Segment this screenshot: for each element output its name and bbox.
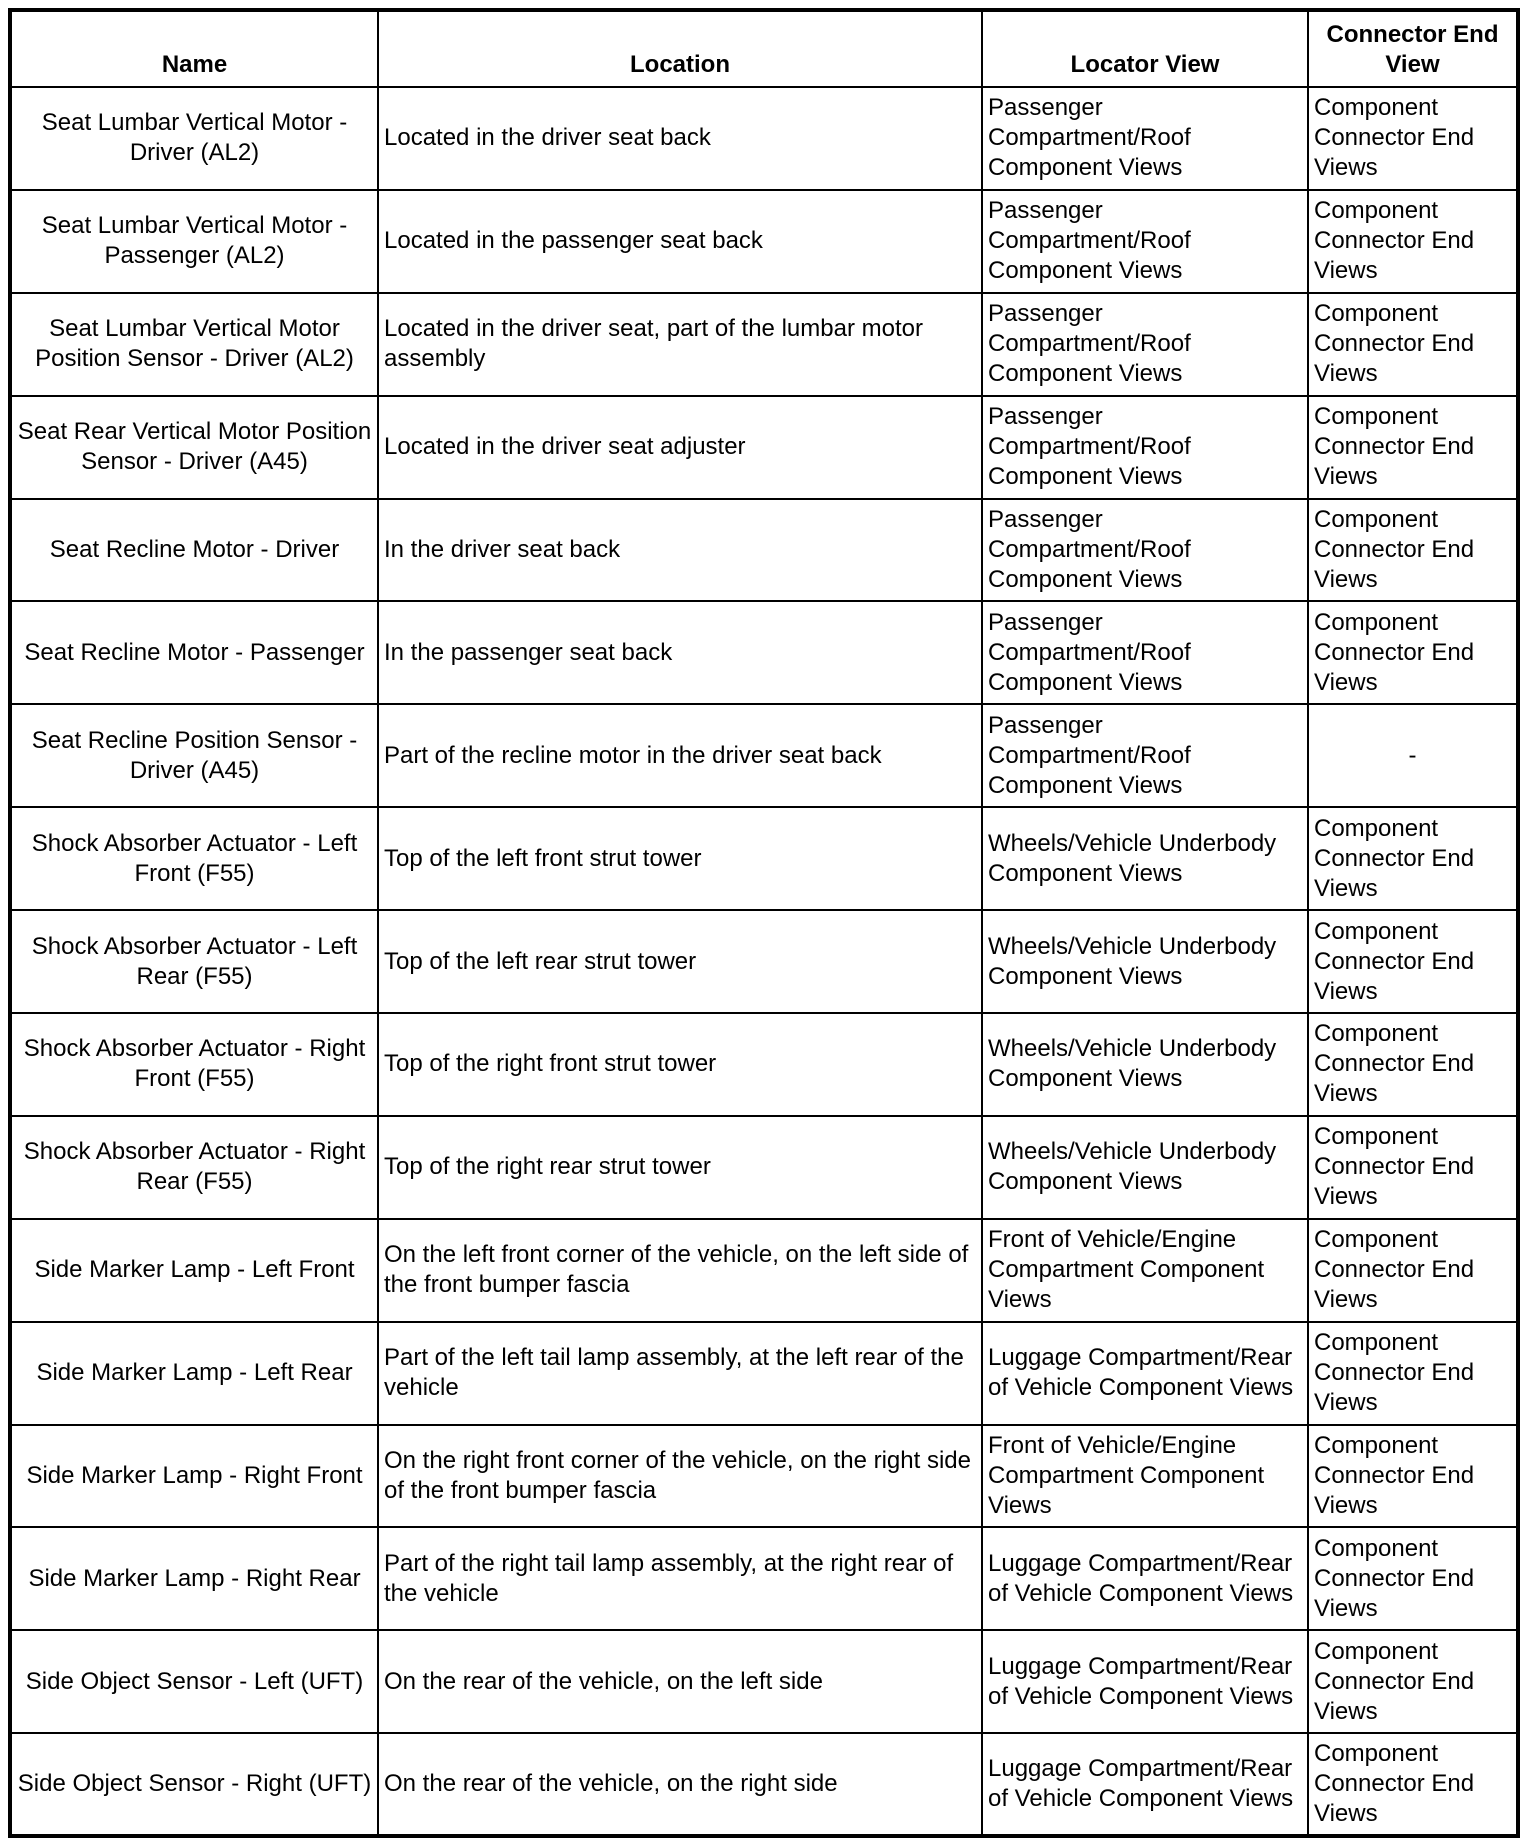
cell-locator-view: Wheels/Vehicle Underbody Component Views (982, 807, 1308, 910)
cell-name: Seat Lumbar Vertical Motor - Passenger (AL2) (10, 190, 378, 293)
cell-connector-end-view: Component Connector End Views (1308, 293, 1518, 396)
cell-locator-view: Passenger Compartment/Roof Component Views (982, 293, 1308, 396)
cell-name: Seat Recline Motor - Driver (10, 499, 378, 602)
cell-locator-view: Passenger Compartment/Roof Component Views (982, 499, 1308, 602)
cell-name: Side Marker Lamp - Left Rear (10, 1322, 378, 1425)
table-row (10, 807, 1518, 910)
table-row (10, 1630, 1518, 1733)
cell-connector-end-view: Component Connector End Views (1308, 1219, 1518, 1322)
cell-connector-end-view: Component Connector End Views (1308, 1425, 1518, 1528)
table-row (10, 1733, 1518, 1836)
table-row (10, 190, 1518, 293)
table-row (10, 1219, 1518, 1322)
cell-connector-end-view: Component Connector End Views (1308, 1630, 1518, 1733)
cell-location: On the right front corner of the vehicle, on the right side of the front bumper fascia (378, 1425, 982, 1528)
cell-locator-view: Passenger Compartment/Roof Component Views (982, 396, 1308, 499)
table-row (10, 396, 1518, 499)
cell-locator-view: Wheels/Vehicle Underbody Component Views (982, 910, 1308, 1013)
cell-name: Seat Lumbar Vertical Motor Position Sensor - Driver (AL2) (10, 293, 378, 396)
table-row (10, 1322, 1518, 1425)
table-row (10, 499, 1518, 602)
cell-connector-end-view: Component Connector End Views (1308, 601, 1518, 704)
table-body (10, 87, 1518, 1836)
cell-locator-view: Front of Vehicle/Engine Compartment Component Views (982, 1425, 1308, 1528)
cell-location: Part of the left tail lamp assembly, at the left rear of the vehicle (378, 1322, 982, 1425)
cell-name: Side Object Sensor - Right (UFT) (10, 1733, 378, 1836)
cell-name: Seat Lumbar Vertical Motor - Driver (AL2) (10, 87, 378, 190)
component-locator-table (8, 8, 1520, 1838)
cell-location: Located in the passenger seat back (378, 190, 982, 293)
cell-location: Part of the right tail lamp assembly, at the right rear of the vehicle (378, 1527, 982, 1630)
cell-locator-view: Luggage Compartment/Rear of Vehicle Component Views (982, 1322, 1308, 1425)
cell-connector-end-view: Component Connector End Views (1308, 190, 1518, 293)
cell-connector-end-view: Component Connector End Views (1308, 499, 1518, 602)
cell-name: Side Marker Lamp - Right Front (10, 1425, 378, 1528)
cell-connector-end-view: Component Connector End Views (1308, 87, 1518, 190)
cell-name: Shock Absorber Actuator - Right Front (F55) (10, 1013, 378, 1116)
cell-name: Shock Absorber Actuator - Left Front (F55) (10, 807, 378, 910)
cell-locator-view: Luggage Compartment/Rear of Vehicle Component Views (982, 1630, 1308, 1733)
cell-locator-view: Passenger Compartment/Roof Component Views (982, 87, 1308, 190)
cell-name: Seat Rear Vertical Motor Position Sensor - Driver (A45) (10, 396, 378, 499)
cell-locator-view: Front of Vehicle/Engine Compartment Component Views (982, 1219, 1308, 1322)
cell-location: Top of the right rear strut tower (378, 1116, 982, 1219)
cell-connector-end-view: Component Connector End Views (1308, 1013, 1518, 1116)
cell-location: Located in the driver seat, part of the lumbar motor assembly (378, 293, 982, 396)
cell-name: Shock Absorber Actuator - Left Rear (F55) (10, 910, 378, 1013)
cell-locator-view: Luggage Compartment/Rear of Vehicle Component Views (982, 1527, 1308, 1630)
cell-connector-end-view: - (1308, 704, 1518, 807)
header-connector-end-view: Connector End View (1308, 10, 1518, 87)
cell-location: On the left front corner of the vehicle, on the left side of the front bumper fascia (378, 1219, 982, 1322)
header-name: Name (10, 10, 378, 87)
cell-name: Seat Recline Position Sensor - Driver (A45) (10, 704, 378, 807)
header-locator-view: Locator View (982, 10, 1308, 87)
cell-location: Top of the right front strut tower (378, 1013, 982, 1116)
cell-location: On the rear of the vehicle, on the left side (378, 1630, 982, 1733)
header-location: Location (378, 10, 982, 87)
cell-name: Side Marker Lamp - Right Rear (10, 1527, 378, 1630)
table-row (10, 1116, 1518, 1219)
cell-connector-end-view: Component Connector End Views (1308, 1116, 1518, 1219)
cell-connector-end-view: Component Connector End Views (1308, 396, 1518, 499)
cell-name: Side Object Sensor - Left (UFT) (10, 1630, 378, 1733)
cell-name: Side Marker Lamp - Left Front (10, 1219, 378, 1322)
cell-location: Located in the driver seat back (378, 87, 982, 190)
cell-connector-end-view: Component Connector End Views (1308, 910, 1518, 1013)
cell-locator-view: Passenger Compartment/Roof Component Views (982, 601, 1308, 704)
cell-locator-view: Luggage Compartment/Rear of Vehicle Component Views (982, 1733, 1308, 1836)
table-row (10, 1013, 1518, 1116)
table-row (10, 704, 1518, 807)
cell-location: In the driver seat back (378, 499, 982, 602)
cell-connector-end-view: Component Connector End Views (1308, 1527, 1518, 1630)
cell-name: Seat Recline Motor - Passenger (10, 601, 378, 704)
cell-locator-view: Passenger Compartment/Roof Component Views (982, 704, 1308, 807)
cell-locator-view: Wheels/Vehicle Underbody Component Views (982, 1116, 1308, 1219)
cell-location: Located in the driver seat adjuster (378, 396, 982, 499)
table-row (10, 1527, 1518, 1630)
table-row (10, 601, 1518, 704)
cell-connector-end-view: Component Connector End Views (1308, 807, 1518, 910)
cell-locator-view: Wheels/Vehicle Underbody Component Views (982, 1013, 1308, 1116)
cell-location: Part of the recline motor in the driver seat back (378, 704, 982, 807)
cell-location: On the rear of the vehicle, on the right side (378, 1733, 982, 1836)
cell-location: In the passenger seat back (378, 601, 982, 704)
cell-location: Top of the left rear strut tower (378, 910, 982, 1013)
table-row (10, 910, 1518, 1013)
cell-connector-end-view: Component Connector End Views (1308, 1322, 1518, 1425)
header-row (10, 10, 1518, 87)
table-row (10, 293, 1518, 396)
table-row (10, 1425, 1518, 1528)
cell-name: Shock Absorber Actuator - Right Rear (F55) (10, 1116, 378, 1219)
cell-locator-view: Passenger Compartment/Roof Component Views (982, 190, 1308, 293)
table-row (10, 87, 1518, 190)
cell-connector-end-view: Component Connector End Views (1308, 1733, 1518, 1836)
cell-location: Top of the left front strut tower (378, 807, 982, 910)
